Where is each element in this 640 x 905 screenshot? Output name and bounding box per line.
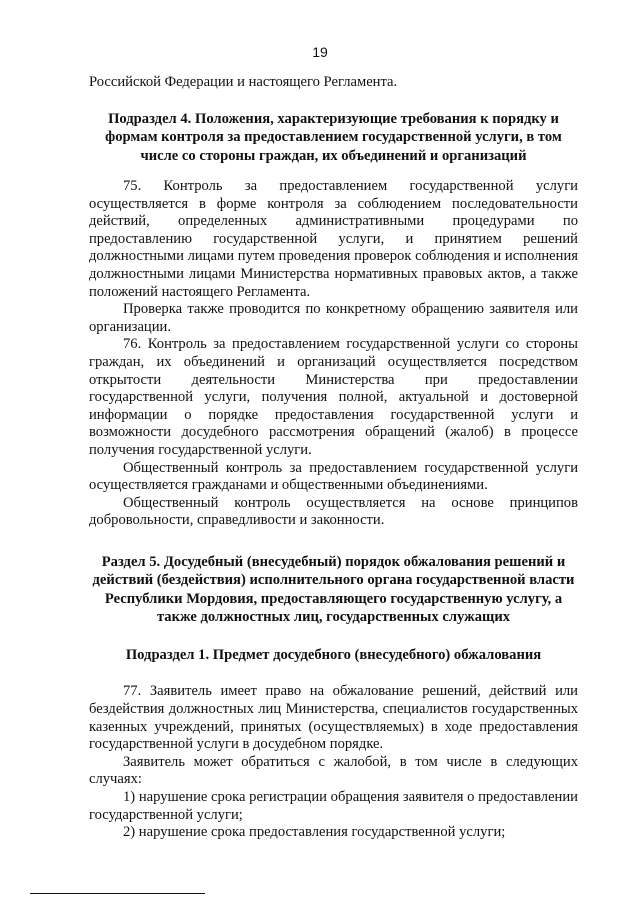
list-item-2: 2) нарушение срока предоставления государственной услуги; — [123, 824, 506, 841]
paragraph-75-check: Проверка также проводится по конкретному обращению заявителя или организации. — [89, 301, 578, 335]
lead-line: Российской Федерации и настоящего Регламента. — [89, 74, 398, 90]
paragraph-76-principles: Общественный контроль осуществляется на основе принципов добровольности, справедливости и законности. — [89, 494, 578, 529]
paragraph-76-public-control: Общественный контроль за предоставлением государственной услуги осуществляется гражданами и общественными объединениями. — [89, 459, 578, 494]
page-number: 19 — [312, 44, 328, 60]
paragraph-75: 75. Контроль за предоставлением государственной услуги осуществляется в форме контроля за соблюдением последовательности действий, определенных административными процедурами по предоставлению государственной услуги, и принятием решений должностными лицами путем проведения проверок соблюдения и исполнения должностными лицами Министерства нормативных правовых актов, а также положений настоящего Регламента. — [89, 178, 578, 300]
footer-divider — [30, 893, 205, 894]
paragraph-77-cases: Заявитель может обратиться с жалобой, в том числе в следующих случаях: — [89, 753, 578, 788]
paragraph-76: 76. Контроль за предоставлением государственной услуги со стороны граждан, их объединений и организаций осуществляется посредством открытости деятельности Министерства при предоставлении государственной услуги, получения полной, актуальной и достоверной информации о порядке предоставления государственной услуги и возможности досудебного рассмотрения обращений (жалоб) в процессе получения государственной услуги. — [89, 336, 578, 458]
list-item-1: 1) нарушение срока регистрации обращения заявителя о предоставлении государственной услуги; — [89, 789, 578, 823]
section-5-heading: Раздел 5. Досудебный (внесудебный) порядок обжалования решений и действий (бездействия) исполнительного органа государственной власти Республики Мордовия, предоставляющего государственную услугу, а также должностных лиц, государственных служащих — [92, 553, 575, 626]
page-content — [89, 74, 578, 842]
paragraph-77: 77. Заявитель имеет право на обжалование решений, действий или бездействия должностных лиц Министерства, специалистов государственных казенных учреждений, принятых (осуществляемых) в ходе предоставления государственной услуги в досудебном порядке. — [89, 683, 578, 753]
subsection-4-heading: Подраздел 4. Положения, характеризующие требования к порядку и формам контроля за предоставлением государственной услуги, в том числе со стороны граждан, их объединений и организаций — [105, 110, 562, 164]
subsection-1-heading: Подраздел 1. Предмет досудебного (внесудебного) обжалования — [125, 646, 542, 663]
